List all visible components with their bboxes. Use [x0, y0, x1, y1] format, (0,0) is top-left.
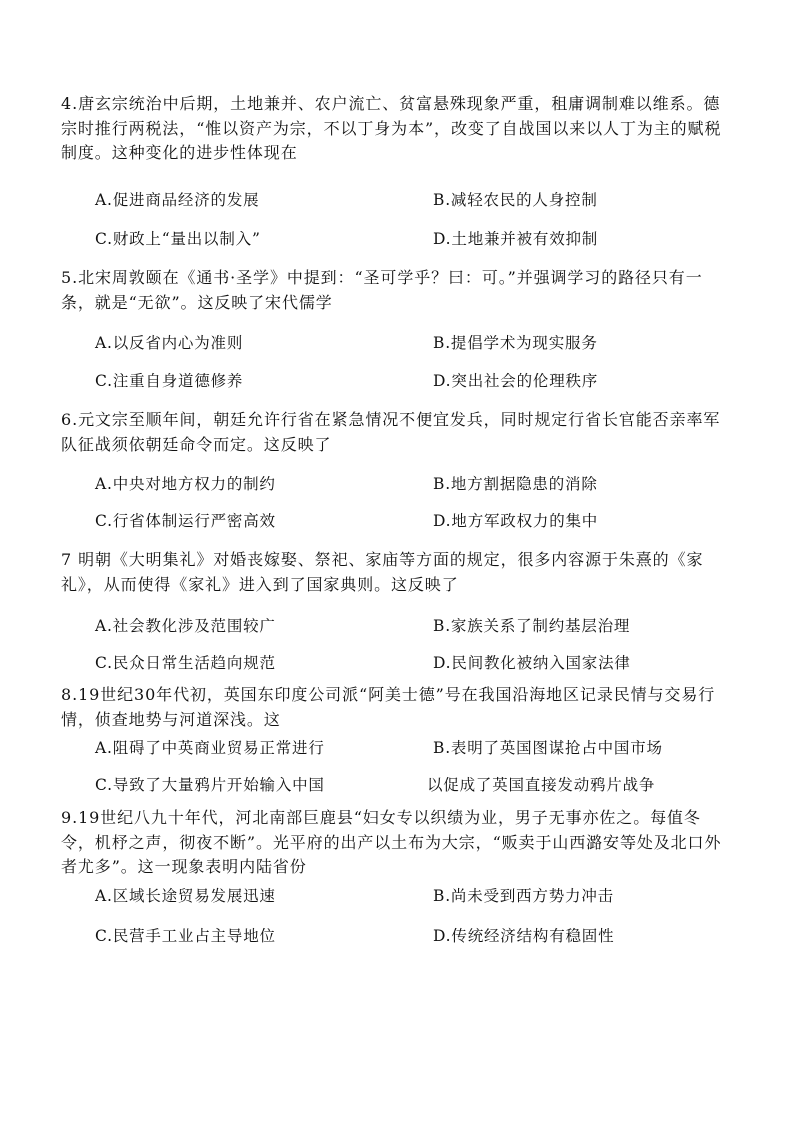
question-4-option-d[interactable]: D.土地兼并被有效抑制 [433, 230, 599, 248]
question-6-option-b[interactable]: B.地方割据隐患的消除 [433, 475, 598, 493]
question-8-option-c[interactable]: C.导致了大量鸦片开始输入中国 [95, 776, 325, 794]
question-7-option-b[interactable]: B.家族关系了制约基层治理 [433, 617, 631, 635]
question-7-option-a[interactable]: A.社会教化涉及范围较广 [95, 617, 276, 635]
question-7-option-d[interactable]: D.民间教化被纳入国家法律 [433, 654, 631, 672]
question-9-option-c[interactable]: C.民营手工业占主导地位 [95, 927, 276, 945]
question-6-option-a[interactable]: A.中央对地方权力的制约 [95, 475, 276, 493]
question-7-option-c[interactable]: C.民众日常生活趋向规范 [95, 654, 276, 672]
question-5-option-d[interactable]: D.突出社会的伦理秩序 [433, 372, 599, 390]
question-5-option-c[interactable]: C.注重自身道德修养 [95, 372, 244, 390]
question-8-stem: 8.19世纪30年代初，英国东印度公司派“阿美士德”号在我国沿海地区记录民情与交易行情，侦查地势与河道深浅。这 [61, 685, 716, 729]
question-5-option-a[interactable]: A.以反省内心为准则 [95, 334, 244, 352]
question-8-option-a[interactable]: A.阻碍了中英商业贸易正常进行 [95, 739, 325, 757]
question-4-option-b[interactable]: B.减轻农民的人身控制 [433, 191, 598, 209]
question-6-option-d[interactable]: D.地方军政权力的集中 [433, 512, 599, 530]
question-8-option-d[interactable]: 以促成了英国直接发动鸦片战争 [427, 776, 656, 794]
question-5-stem: 5.北宋周敦颐在《通书·圣学》中提到：“圣可学乎？曰：可。”并强调学习的路径只有一条，就是“无欲”。这反映了宋代儒学 [61, 268, 703, 312]
question-6-stem: 6.元文宗至顺年间，朝廷允许行省在紧急情况不便宜发兵，同时规定行省长官能否亲率军队征战须依朝廷命令而定。这反映了 [61, 410, 721, 454]
question-9-option-b[interactable]: B.尚未受到西方势力冲击 [433, 887, 614, 905]
question-9-stem: 9.19世纪八九十年代，河北南部巨鹿县“妇女专以织绩为业，男子无事亦佐之。每值冬令，机杼之声，彻夜不断”。光平府的出产以土布为大宗，“贩卖于山西潞安等处及北口外者尤多”。这一现象表明内陆省份 [61, 808, 722, 876]
question-4-option-c[interactable]: C.财政上“量出以制入” [95, 230, 261, 248]
question-8-option-b[interactable]: B.表明了英国图谋抢占中国市场 [433, 739, 663, 757]
question-6-option-c[interactable]: C.行省体制运行严密高效 [95, 512, 276, 530]
question-4-option-a[interactable]: A.促进商品经济的发展 [95, 191, 260, 209]
question-9-option-d[interactable]: D.传统经济结构有稳固性 [433, 927, 615, 945]
question-9-option-a[interactable]: A.区域长途贸易发展迅速 [95, 887, 276, 905]
question-7-stem: 7 明朝《大明集礼》对婚丧嫁娶、祭祀、家庙等方面的规定，很多内容源于朱熹的《家礼》，从而使得《家礼》进入到了国家典则。这反映了 [61, 550, 704, 594]
question-4-stem: 4.唐玄宗统治中后期，土地兼并、农户流亡、贫富悬殊现象严重，租庸调制难以维系。德宗时推行两税法，“惟以资产为宗，不以丁身为本”，改变了自战国以来以人丁为主的赋税制度。这种变化的进步性体现在 [61, 94, 722, 162]
question-5-option-b[interactable]: B.提倡学术为现实服务 [433, 334, 598, 352]
